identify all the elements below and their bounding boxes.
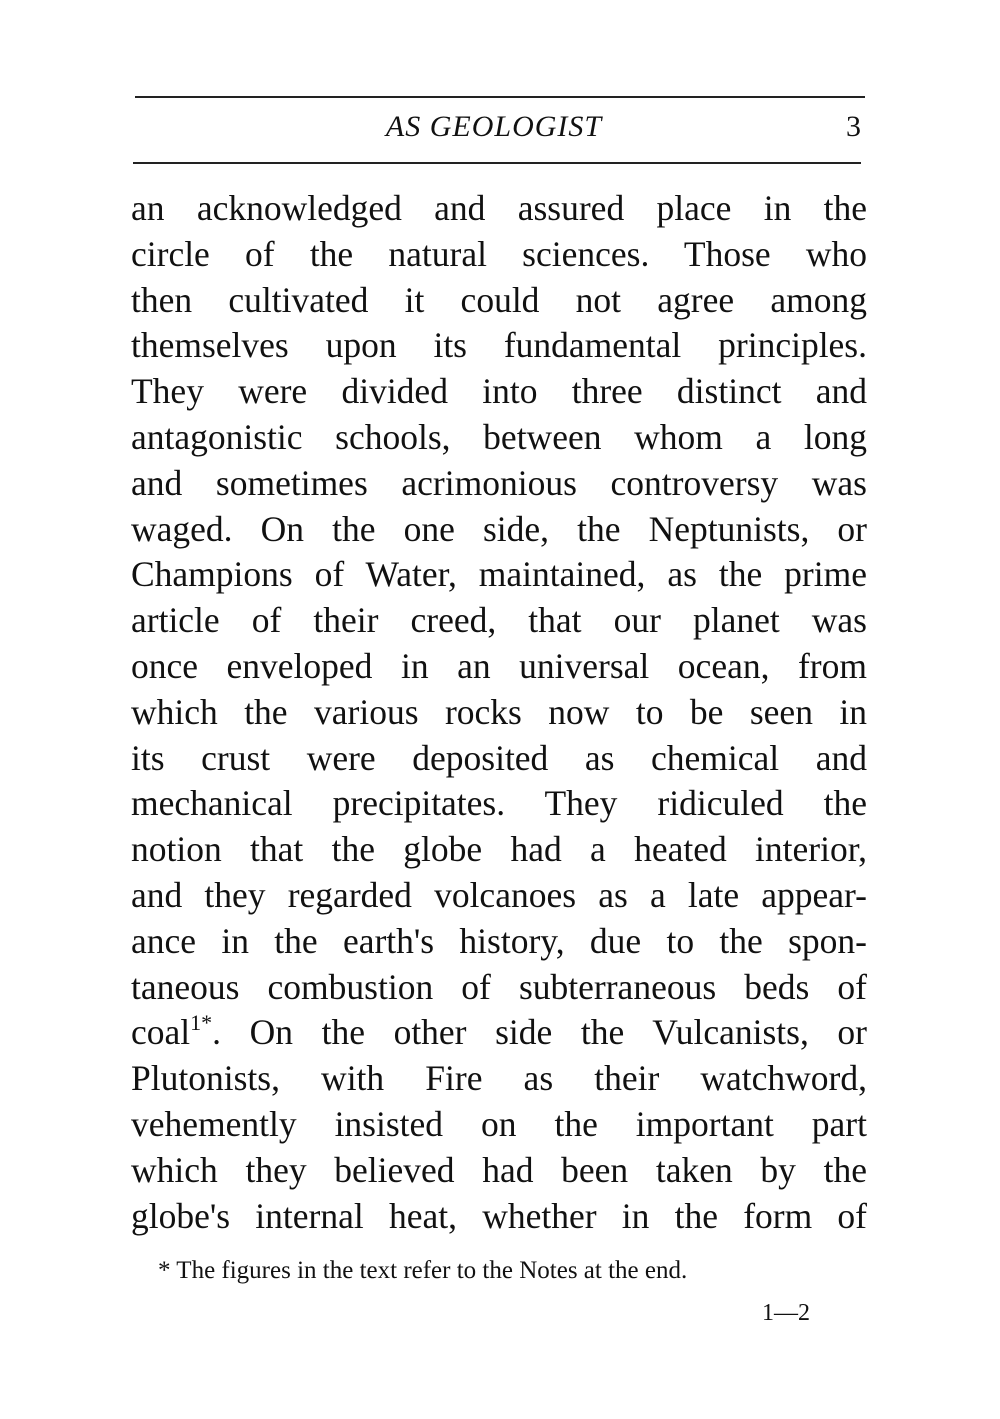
text-line: its crust were deposited as chemical and xyxy=(131,737,867,778)
text-line: and they regarded volcanoes as a late appear- xyxy=(131,874,867,915)
text-line: ance in the earth's history, due to the spon- xyxy=(131,920,867,961)
text-line: circle of the natural sciences. Those who xyxy=(131,233,867,274)
signature-mark: 1—2 xyxy=(762,1300,810,1326)
running-head: AS GEOLOGIST xyxy=(385,110,603,143)
text-line: Champions of Water, maintained, as the prime xyxy=(131,554,867,595)
text-line: which they believed had been taken by the xyxy=(131,1149,867,1190)
text-segment: . On the other side the Vulcanists, or xyxy=(212,1012,867,1053)
text-line: notion that the globe had a heated interior, xyxy=(131,829,867,870)
text-line: an acknowledged and assured place in the xyxy=(131,188,867,228)
text-line: taneous combustion of subterraneous beds of xyxy=(131,966,867,1007)
body-text xyxy=(131,186,867,1239)
text-line: and sometimes acrimonious controversy was xyxy=(131,462,867,503)
text-line: vehemently insisted on the important part xyxy=(131,1103,867,1144)
text-line-with-note xyxy=(131,1010,867,1056)
text-line: antagonistic schools, between whom a long xyxy=(131,416,867,457)
text-line: which the various rocks now to be seen in xyxy=(131,691,867,732)
text-line: mechanical precipitates. They ridiculed the xyxy=(131,783,867,824)
text-line: waged. On the one side, the Neptunists, or xyxy=(131,508,867,549)
text-line: themselves upon its fundamental principles. xyxy=(131,325,867,366)
text-line: then cultivated it could not agree among xyxy=(131,279,867,320)
text-line: article of their creed, that our planet was xyxy=(131,600,867,641)
text-line: globe's internal heat, whether in the form of xyxy=(131,1195,867,1236)
page-number: 3 xyxy=(846,110,862,143)
text-line: They were divided into three distinct and xyxy=(131,371,867,412)
footnote-reference: 1* xyxy=(190,1010,213,1036)
footnote: * The figures in the text refer to the Notes at the end. xyxy=(158,1257,688,1284)
header-rule-bottom xyxy=(133,162,861,164)
text-line: once enveloped in an universal ocean, from xyxy=(131,645,867,686)
header-rule-top xyxy=(135,96,865,98)
text-line: Plutonists, with Fire as their watchword, xyxy=(131,1058,867,1099)
text-segment: coal xyxy=(131,1012,191,1053)
